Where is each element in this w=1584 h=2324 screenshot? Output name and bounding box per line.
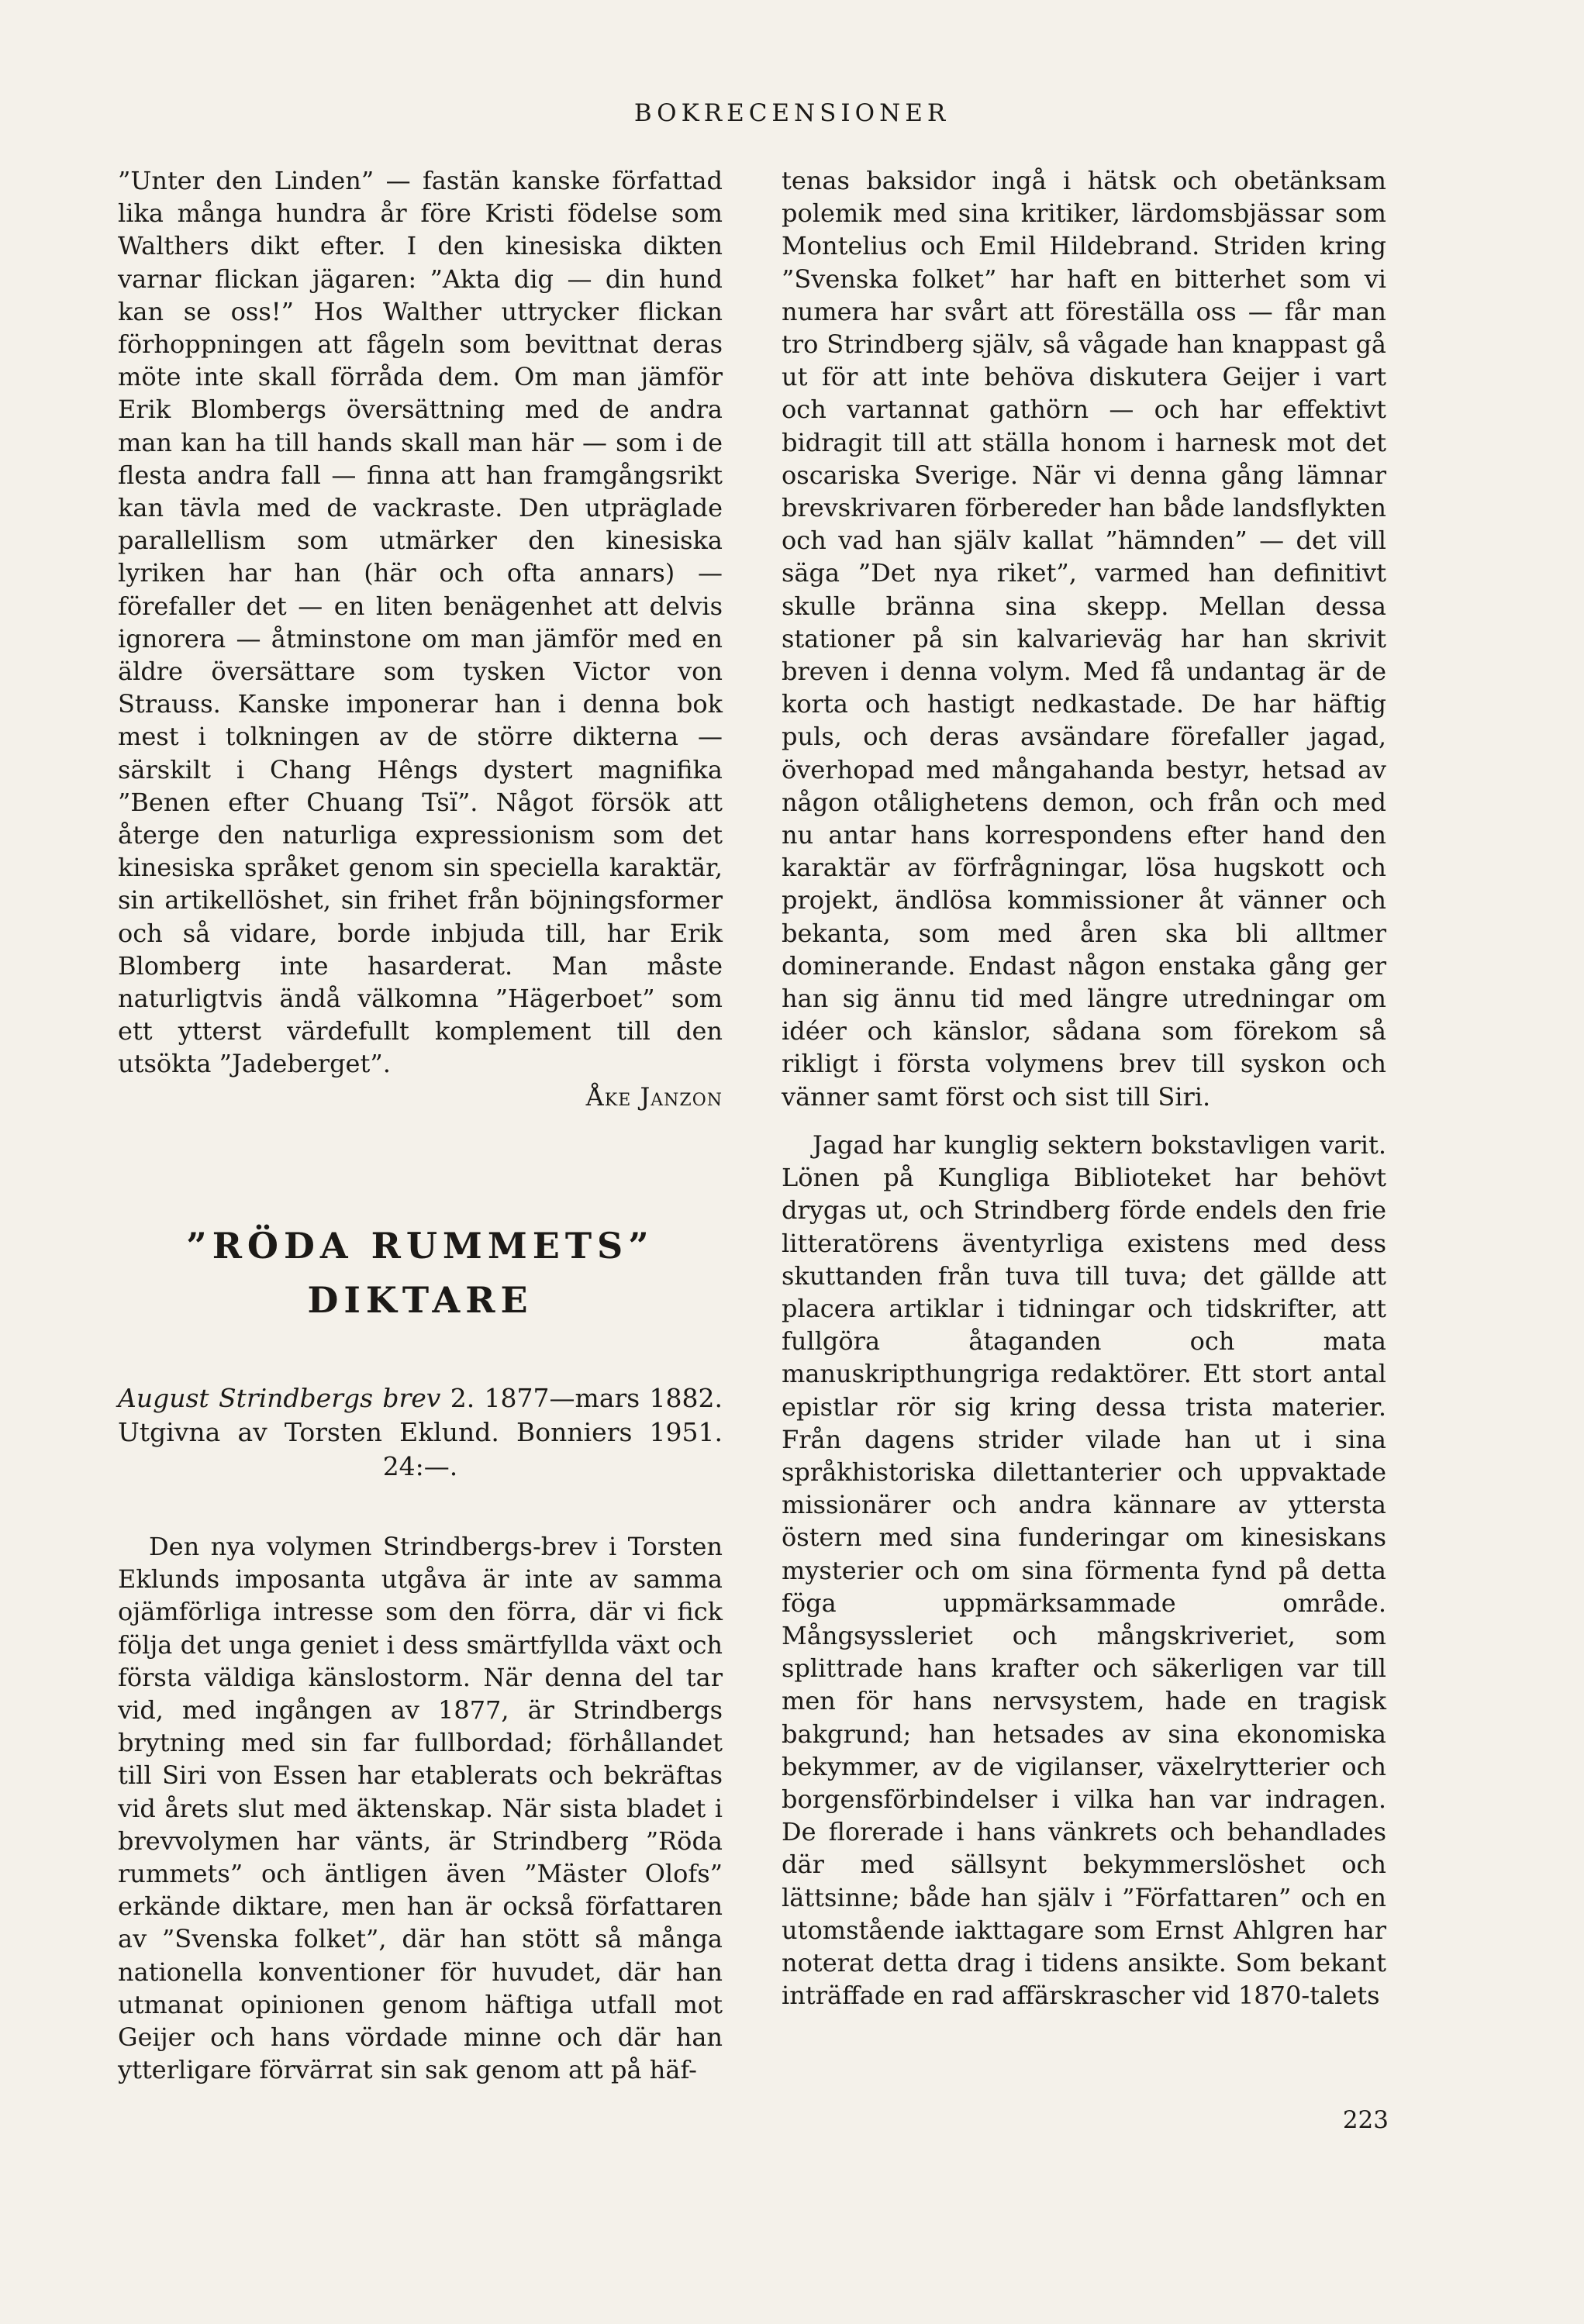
- left-column: [118, 164, 723, 2086]
- review-paragraph: Den nya volymen Strindbergs-brev i Torsten Eklunds imposanta utgåva är inte av samma ojämförliga intresse som den förra, där vi fick följa det unga geniet i dess smärtfyllda växt och första väldiga känslostorm. När denna del tar vid, med ingången av 1877, är Strindbergs brytning med sin far fullbordad; förhållandet till Siri von Essen har etablerats och bekräftas vid årets slut med äktenskap. När sista bladet i brevvolymen har vänts, är Strindberg ”Röda rummets” och äntligen även ”Mäster Olofs” erkände diktare, men han är också författaren av ”Svenska folket”, där han stött så många nationella konventioner för huvudet, där han utmanat opinionen genom häftiga utfall mot Geijer och hans vördade minne och där han ytterligare förvärrat sin sak genom att på häf-: [118, 1531, 723, 2085]
- bibliographic-entry: [118, 1381, 723, 1484]
- book-title: August Strindbergs brev: [118, 1382, 441, 1413]
- headline-line-2: DIKTARE: [307, 1278, 533, 1321]
- review-headline: [118, 1219, 723, 1327]
- page-number: 223: [1342, 2106, 1389, 2134]
- reviewer-signature: Åke Janzon: [585, 1081, 723, 1112]
- signature-line: [118, 1081, 723, 1113]
- running-head: BOKRECENSIONER: [633, 99, 951, 127]
- book-details: 2. 1877—mars 1882. Utgivna av Torsten Eklund. Bonniers 1951. 24:—.: [118, 1382, 723, 1481]
- headline-line-1: ”RÖDA RUMMETS”: [186, 1224, 654, 1267]
- review-paragraph: tenas baksidor ingå i hätsk och obetänksam polemik med sina kritiker, lärdomsbjässar som Montelius och Emil Hildebrand. Striden kring ”Svenska folket” har haft en bitterhet som vi numera har svårt att föreställa oss — får man tro Strindberg själv, så vågade han knappast gå ut för att inte behöva diskutera Geijer i vart och vartannat gathörn — och har effektivt bidragit till att ställa honom i harnesk mot det oscariska Sverige. När vi denna gång lämnar brevskrivaren förbereder han både landsflykten och vad han själv kallat ”hämnden” — det vill säga ”Det nya riket”, varmed han definitivt skulle bränna sina skepp. Mellan dessa stationer på sin kalvarieväg har han skrivit breven i denna volym. Med få undantag är de korta och hastigt nedkastade. De har häftig puls, och deras avsändare förefaller jagad, överhopad med mångahanda bestyr, hetsad av någon otålighetens demon, och från och med nu antar hans korrespondens efter hand den karaktär av förfrågningar, lösa hugskott och projekt, ändlösa kommissioner åt vänner och bekanta, som med åren ska bli alltmer dominerande. Endast någon enstaka gång ger han sig ännu tid med längre utredningar om idéer och känslor, sådana som förekom så rikligt i första volymens brev till syskon och vänner samt först och sist till Siri.: [782, 166, 1386, 1112]
- review-paragraph: Jagad har kunglig sektern bokstavligen varit. Lönen på Kungliga Biblioteket har behövt drygas ut, och Strindberg förde endels den frie litteratörens äventyrliga existens med dess skuttanden från tuva till tuva; det gällde att placera artiklar i tidningar och tidskrifter, att fullgöra åtaganden och mata manuskripthungriga redaktörer. Ett stort antal epistlar rör sig kring dessa trista materier. Från dagens strider vilade han ut i sina språkhistoriska dilettanterier och uppvaktade missionärer och andra kännare av yttersta östern med sina funderingar om kinesiskans mysterier och om sina förmenta fynd på detta föga uppmärksammade område. Mångsyssleriet och mångskriveriet, som splittrade hans krafter och säkerligen var till men för hans nervsystem, hade en tragisk bakgrund; han hetsades av sina ekonomiska bekymmer, av de vigilanser, växelrytterier och borgensförbindelser i vilka han var indragen. De florerade i hans vänkrets och behandlades där med sällsynt bekymmerslöshet och lättsinne; både han själv i ”Författaren” och en utomstående iakttagare som Ernst Ahlgren har noterat detta drag i tidens ansikte. Som bekant inträffade en rad affärskrascher vid 1870-talets: [782, 1129, 1386, 2011]
- right-column: [782, 164, 1386, 2012]
- review-paragraph: ”Unter den Linden” — fastän kanske författad lika många hundra år före Kristi födelse som Walthers dikt efter. I den kinesiska dikten varnar flickan jägaren: ”Akta dig — din hund kan se oss!” Hos Walther uttrycker flickan förhoppningen att fågeln som bevittnat deras möte inte skall förråda dem. Om man jämför Erik Blombergs översättning med de andra man kan ha till hands skall man här — som i de flesta andra fall — finna att han framgångsrikt kan tävla med de vackraste. Den utpräglade parallellism som utmärker den kinesiska lyriken har han (här och ofta annars) — förefaller det — en liten benägenhet att delvis ignorera — åtminstone om man jämför med en äldre översättare som tysken Victor von Strauss. Kanske imponerar han i denna bok mest i tolkningen av de större dikterna — särskilt i Chang Hêngs dystert magnifika ”Benen efter Chuang Tsï”. Något försök att återge den naturliga expressionism som det kinesiska språket genom sin speciella karaktär, sin artikellöshet, sin frihet från böjningsformer och så vidare, borde inbjuda till, har Erik Blomberg inte hasarderat. Man måste naturligtvis ändå välkomna ”Hägerboet” som ett ytterst värdefullt komplement till den utsökta ”Jadeberget”.: [118, 166, 723, 1079]
